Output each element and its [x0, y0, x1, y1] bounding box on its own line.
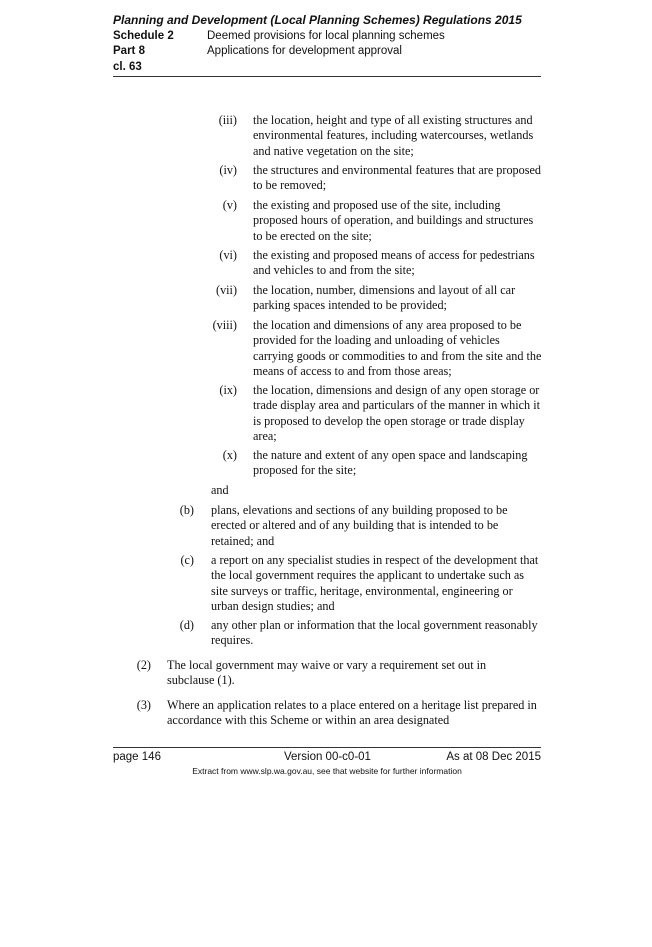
document-title: Planning and Development (Local Planning Schemes) Regulations 2015	[113, 13, 522, 27]
item-number: (viii)	[212, 318, 237, 332]
as-at-date: As at 08 Dec 2015	[446, 751, 541, 763]
header-value: Deemed provisions for local planning schemes	[207, 30, 445, 42]
header-key: cl. 63	[113, 61, 142, 73]
list-item	[205, 318, 543, 380]
subclause-number: (3)	[136, 698, 151, 712]
list-item	[205, 163, 543, 194]
extract-notice: Extract from www.slp.wa.gov.au, see that website for further information	[192, 766, 462, 776]
header-key: Schedule 2	[113, 30, 174, 42]
paragraph	[170, 618, 541, 649]
item-number: (v)	[222, 198, 237, 212]
item-text: the existing and proposed means of access for pedestrians and vehicles to and from the site;	[253, 248, 535, 278]
paragraph-text: plans, elevations and sections of any building proposed to be erected or altered and of any building that is intended to be retained; and	[211, 503, 508, 548]
list-item	[205, 283, 543, 314]
item-number: (ix)	[219, 383, 237, 397]
header-row-part	[113, 45, 402, 57]
subclause-text: The local government may waive or vary a requirement set out in subclause (1).	[167, 658, 487, 688]
item-number: (vii)	[216, 283, 237, 297]
paragraph	[170, 553, 541, 615]
item-text: the structures and environmental features that are proposed to be removed;	[253, 163, 541, 193]
paragraph-number: (c)	[180, 553, 194, 567]
subclause-number: (2)	[136, 658, 151, 672]
header-key: Part 8	[113, 45, 145, 57]
header-row-clause	[113, 61, 207, 73]
item-number: (iii)	[218, 113, 237, 127]
page-number: page 146	[113, 751, 161, 763]
header-divider	[113, 76, 541, 77]
version-label: Version 00-c0-01	[284, 751, 371, 763]
header-value: Applications for development approval	[207, 45, 402, 57]
item-text: the location, dimensions and design of any open storage or trade display area and particulars of the manner in which it is proposed to develop the open storage or trade display area;	[253, 383, 540, 444]
item-text: the location, height and type of all existing structures and environmental features, including watercourses, wetlands and native vegetation on the site;	[253, 113, 534, 158]
item-text: the nature and extent of any open space and landscaping proposed for the site;	[253, 448, 528, 478]
paragraph-text: any other plan or information that the local government reasonably requires.	[211, 618, 538, 648]
footer-divider	[113, 747, 541, 748]
list-item	[205, 383, 543, 445]
header-row-schedule	[113, 30, 445, 42]
paragraph	[170, 503, 541, 549]
subclause-text: Where an application relates to a place entered on a heritage list prepared in accordance with this Scheme or within an area designated	[167, 698, 537, 728]
item-number: (iv)	[219, 163, 237, 177]
paragraph-text: a report on any specialist studies in respect of the development that the local government requires the applicant to undertake such as site surveys or traffic, heritage, environmental, engineering or urban design studies; and	[211, 553, 539, 614]
list-item	[205, 448, 543, 479]
item-text: the location, number, dimensions and layout of all car parking spaces intended to be provided;	[253, 283, 516, 313]
subclause	[128, 658, 527, 689]
list-item	[205, 113, 543, 159]
item-text: the location and dimensions of any area proposed to be provided for the loading and unloading of vehicles carrying goods or commodities to and from the site and the means of access to and from those areas;	[253, 318, 542, 379]
subclause	[128, 698, 539, 729]
paragraph-number: (b)	[179, 503, 194, 517]
item-text: the existing and proposed use of the site, including proposed hours of operation, and buildings and structures to be erected on the site;	[253, 198, 534, 243]
list-item	[205, 198, 543, 244]
item-number: (vi)	[219, 248, 237, 262]
list-item	[205, 248, 543, 279]
paragraph-number: (d)	[179, 618, 194, 632]
connector-text: and	[211, 483, 229, 497]
item-number: (x)	[222, 448, 237, 462]
